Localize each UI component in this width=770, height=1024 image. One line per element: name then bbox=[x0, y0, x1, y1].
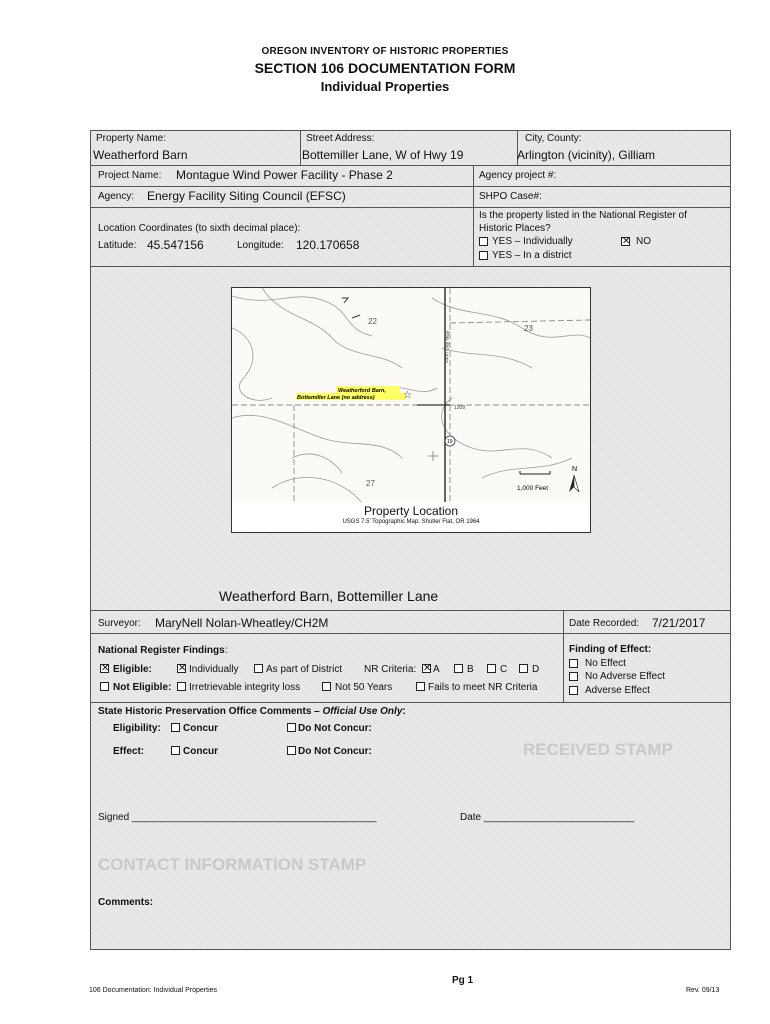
part-of-district-checkbox[interactable] bbox=[254, 664, 263, 673]
no-effect-checkbox[interactable] bbox=[569, 659, 578, 668]
photo-title: Weatherford Barn, Bottemiller Lane bbox=[219, 588, 439, 604]
irretrievable-label: Irretrievable integrity loss bbox=[189, 682, 301, 693]
criteria-a-label: A bbox=[433, 664, 440, 675]
individually-checkbox[interactable]: ✕ bbox=[178, 663, 187, 674]
north-arrow-icon bbox=[569, 475, 574, 492]
nr-no-checkbox[interactable]: ✕ bbox=[622, 236, 631, 247]
comments-label: Comments: bbox=[98, 897, 154, 908]
agency-field[interactable]: Energy Facility Siting Council (EFSC) bbox=[147, 189, 346, 203]
criteria-b-checkbox[interactable] bbox=[454, 664, 463, 673]
shpo-effect-concur-label: Concur bbox=[183, 746, 218, 757]
project-name-label: Project Name: bbox=[98, 170, 162, 181]
date-recorded-label: Date Recorded: bbox=[569, 618, 640, 629]
scale-label: 1,000 Feet bbox=[517, 485, 549, 492]
criteria-b-label: B bbox=[467, 664, 474, 675]
topographic-map bbox=[231, 287, 591, 504]
fails-nr-criteria-label: Fails to meet NR Criteria bbox=[428, 682, 538, 693]
date-line[interactable]: Date ___________________________ bbox=[460, 812, 635, 823]
not-eligible-label: Not Eligible: bbox=[113, 682, 172, 693]
map-caption-source: USGS 7.5' Topographic Map: Shutler Flat, OR 1964 bbox=[342, 519, 480, 525]
footer-revision: Rev. 09/13 bbox=[686, 987, 720, 994]
city-county-label: City, County: bbox=[525, 133, 582, 144]
no-adverse-effect-label: No Adverse Effect bbox=[585, 671, 665, 682]
page-number: Pg 1 bbox=[452, 975, 474, 986]
not-eligible-checkbox[interactable] bbox=[100, 682, 109, 691]
criteria-c-label: C bbox=[500, 664, 508, 675]
received-stamp: RECEIVED STAMP bbox=[523, 740, 673, 759]
shpo-effect-not-concur-label: Do Not Concur: bbox=[298, 746, 372, 757]
agency-project-label: Agency project #: bbox=[479, 170, 557, 181]
longitude-field[interactable]: 120.170658 bbox=[296, 238, 360, 252]
project-name-field[interactable]: Montague Wind Power Facility - Phase 2 bbox=[176, 168, 393, 182]
shpo-effect-concur-checkbox[interactable] bbox=[171, 746, 180, 755]
latitude-field[interactable]: 45.547156 bbox=[147, 238, 204, 252]
map-caption-title: Property Location bbox=[363, 504, 459, 518]
street-address-label: Street Address: bbox=[306, 133, 375, 144]
nr-question-line2: Historic Places? bbox=[479, 223, 551, 234]
date-recorded-field[interactable]: 7/21/2017 bbox=[652, 616, 706, 630]
shpo-effect-not-concur-checkbox[interactable] bbox=[287, 746, 296, 755]
irretrievable-checkbox[interactable] bbox=[177, 682, 186, 691]
section-22: 22 bbox=[368, 317, 377, 326]
shpo-eligibility-concur-label: Concur bbox=[183, 723, 218, 734]
fails-nr-criteria-checkbox[interactable] bbox=[416, 682, 425, 691]
eligibility-label: Eligibility: bbox=[113, 723, 161, 734]
map-graphic bbox=[232, 288, 590, 503]
site-label-line2: Bottemiller Lane (no address) bbox=[297, 395, 375, 401]
nr-yes-district-checkbox[interactable] bbox=[479, 251, 488, 260]
nr-question-line1: Is the property listed in the National Register of bbox=[479, 210, 687, 221]
no-effect-label: No Effect bbox=[585, 658, 626, 669]
north-label: N bbox=[572, 466, 578, 473]
nr-findings-title: National Register Findings bbox=[98, 645, 225, 656]
effect-label: Effect: bbox=[113, 746, 145, 757]
shpo-eligibility-not-concur-label: Do Not Concur: bbox=[298, 723, 372, 734]
adverse-effect-checkbox[interactable] bbox=[569, 686, 578, 695]
surveyor-label: Surveyor: bbox=[98, 618, 141, 629]
section-23: 23 bbox=[524, 324, 533, 333]
footer-left: 106 Documentation: Individual Properties bbox=[89, 987, 218, 994]
documentation-form: Property Name: Weatherford Barn Street Address: Bottemiller Lane, W of Hwy 19 City, County: Arlington (vicinity), Gilliam Project Name: Montague Wind Power Facility - Phase 2 Agency project #: Agency: Energy Facility Siting Council (EFSC) SHPO Case#: Location Coordinates (to sixth decimal place): Latitude: 45.547156 Longitude: 120.170658 Is the property listed in the National Register of Historic Places? YES – Individually ✕ NO YES – In a district Weatherford Barn, Bottemiller Lane Surveyor: MaryNell Nolan-Wheatley/CH2M Date Recorded: 7/21/2017 National Register Findings: ✕ Eligible: ✕ Individually As part of District NR Criteria: ✕ A B C D Not Eligible: Irretrievable integrity loss Not 50 Years Fails to meet NR Criteria Finding of Effect: No Effect No Adverse Effect Adverse Effect State Historic Preservation Office Comments – Official Use Only: Eligibility: Concur Do Not Concur: Effect: Concur Do Not Concur: RECEIVED STAMP Signed ____________________________________________ Date ___________________________ CONTACT INFORMATION STAMP Comments: bbox=[90, 130, 731, 950]
criteria-a-checkbox[interactable]: ✕ bbox=[423, 663, 432, 674]
criteria-d-label: D bbox=[532, 664, 540, 675]
nr-yes-individually-label: YES – Individually bbox=[492, 236, 573, 247]
map-caption bbox=[231, 502, 591, 533]
form-agency-title: OREGON INVENTORY OF HISTORIC PROPERTIES bbox=[261, 46, 509, 57]
street-address-field[interactable]: Bottemiller Lane, W of Hwy 19 bbox=[302, 148, 464, 162]
criteria-c-checkbox[interactable] bbox=[487, 664, 496, 673]
part-of-district-label: As part of District bbox=[266, 664, 343, 675]
nr-no-label: NO bbox=[636, 236, 651, 247]
nr-yes-district-label: YES – In a district bbox=[492, 250, 572, 261]
eligible-label: Eligible: bbox=[113, 664, 152, 675]
nr-yes-individually-checkbox[interactable] bbox=[479, 237, 488, 246]
shpo-eligibility-not-concur-checkbox[interactable] bbox=[287, 723, 296, 732]
scale-bar bbox=[520, 471, 550, 474]
not-50-years-label: Not 50 Years bbox=[335, 682, 393, 693]
section-27: 27 bbox=[366, 479, 375, 488]
finding-of-effect-title: Finding of Effect: bbox=[569, 644, 652, 655]
form-title: SECTION 106 DOCUMENTATION FORM bbox=[254, 60, 516, 76]
property-name-label: Property Name: bbox=[96, 133, 167, 144]
adverse-effect-label: Adverse Effect bbox=[585, 685, 650, 696]
site-star-icon: ☆ bbox=[403, 390, 412, 401]
shpo-case-label: SHPO Case#: bbox=[479, 191, 542, 202]
form-subtitle: Individual Properties bbox=[320, 79, 450, 94]
longitude-label: Longitude: bbox=[237, 240, 284, 251]
nr-criteria-label: NR Criteria: bbox=[364, 664, 417, 675]
location-coordinates-label: Location Coordinates (to sixth decimal place): bbox=[98, 223, 301, 234]
svg-text:19: 19 bbox=[447, 439, 453, 445]
city-county-field[interactable]: Arlington (vicinity), Gilliam bbox=[517, 148, 656, 162]
agency-label: Agency: bbox=[98, 191, 135, 202]
signed-line[interactable]: Signed ____________________________________________ bbox=[98, 812, 377, 823]
svg-text:John Day Hwy: John Day Hwy bbox=[444, 330, 452, 364]
surveyor-field[interactable]: MaryNell Nolan-Wheatley/CH2M bbox=[155, 616, 329, 630]
property-name-field[interactable]: Weatherford Barn bbox=[93, 148, 188, 162]
svg-text:1308: 1308 bbox=[454, 405, 466, 411]
not-50-years-checkbox[interactable] bbox=[322, 682, 331, 691]
individually-label: Individually bbox=[189, 664, 239, 675]
site-label-line1: Weatherford Barn, bbox=[338, 388, 386, 394]
shpo-eligibility-concur-checkbox[interactable] bbox=[171, 723, 180, 732]
contact-information-stamp: CONTACT INFORMATION STAMP bbox=[98, 855, 367, 874]
eligible-checkbox[interactable]: ✕ bbox=[101, 663, 110, 674]
no-adverse-effect-checkbox[interactable] bbox=[569, 672, 578, 681]
latitude-label: Latitude: bbox=[98, 240, 137, 251]
criteria-d-checkbox[interactable] bbox=[519, 664, 528, 673]
shpo-comments-title: State Historic Preservation Office Comments – Official Use Only: bbox=[98, 706, 406, 717]
